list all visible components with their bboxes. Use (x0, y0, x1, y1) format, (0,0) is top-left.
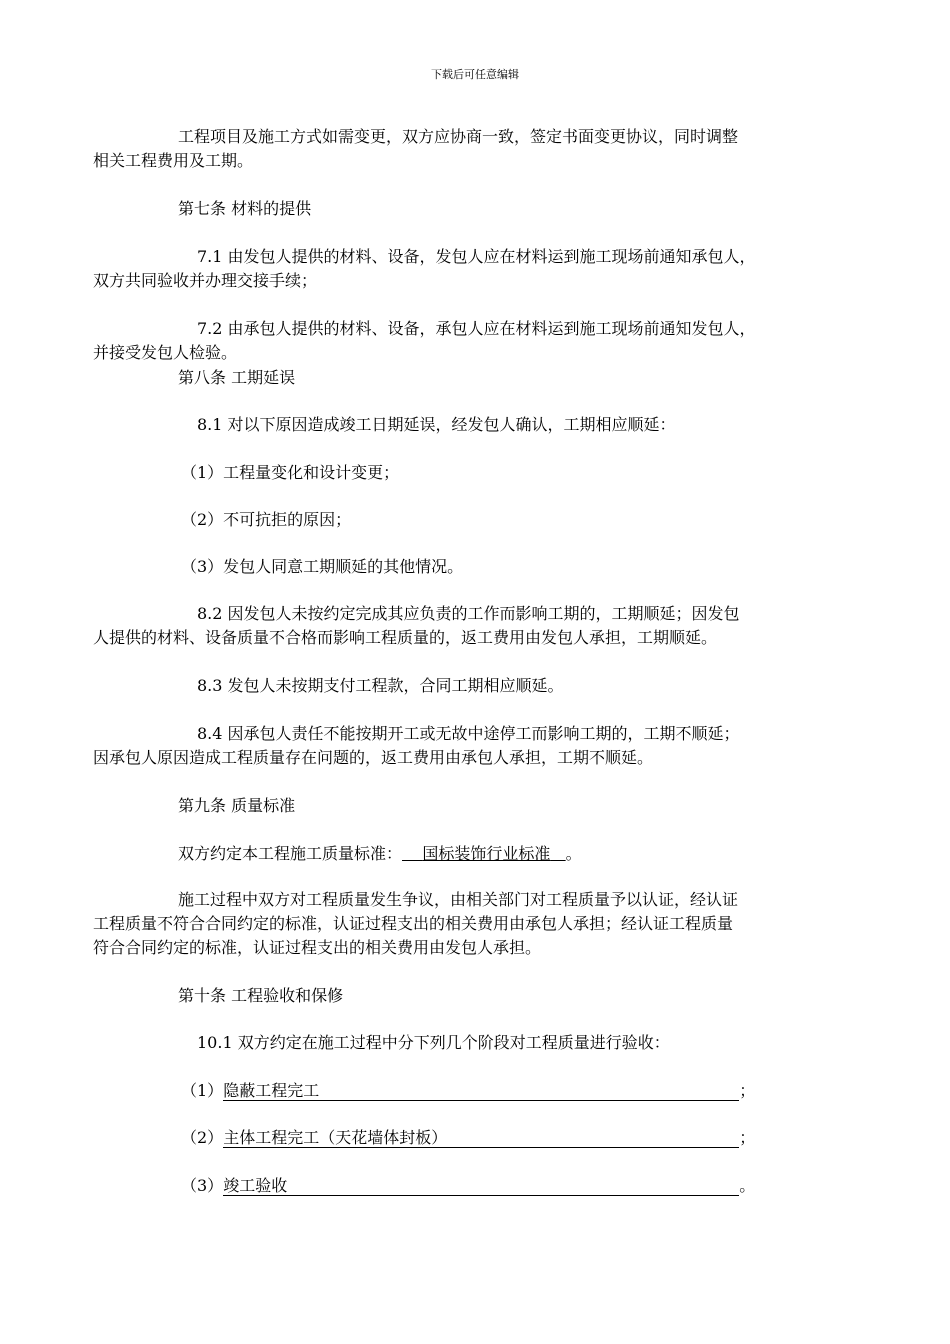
quality-standard-value: 国标装饰行业标准 (422, 844, 551, 863)
stage-3-line: （3）竣工验收 。 (181, 1176, 756, 1195)
article-7-title: 第七条 材料的提供 (178, 199, 312, 218)
clause-8-3: 8.3 发包人未按期支付工程款，合同工期相应顺延。 (197, 676, 564, 695)
clause-8-1-item-1: （1）工程量变化和设计变更； (181, 463, 400, 482)
clause-8-1: 8.1 对以下原因造成竣工日期延误，经发包人确认，工期相应顺延： (197, 415, 676, 434)
clause-8-2-line-1: 8.2 因发包人未按约定完成其应负责的工作而影响工期的，工期顺延；因发包 (197, 604, 740, 623)
quality-standard-label: 双方约定本工程施工质量标准： (178, 844, 403, 863)
clause-7-2-line-2: 并接受发包人检验。 (93, 343, 238, 362)
article-10-title: 第十条 工程验收和保修 (178, 986, 344, 1005)
clause-10-1: 10.1 双方约定在施工过程中分下列几个阶段对工程质量进行验收： (197, 1033, 670, 1052)
clause-8-4-line-2: 因承包人原因造成工程质量存在问题的，返工费用由承包人承担，工期不顺延。 (93, 748, 654, 767)
clause-8-2-line-2: 人提供的材料、设备质量不合格而影响工程质量的，返工费用由发包人承担，工期顺延。 (93, 628, 718, 647)
clause-8-4-line-1: 8.4 因承包人责任不能按期开工或无故中途停工而影响工期的，工期不顺延； (197, 724, 740, 743)
dispute-line-1: 施工过程中双方对工程质量发生争议，由相关部门对工程质量予以认证，经认证 (178, 890, 739, 909)
change-line-2: 相关工程费用及工期。 (93, 151, 254, 170)
clause-7-2-line-1: 7.2 由承包人提供的材料、设备，承包人应在材料运到施工现场前通知发包人， (197, 319, 756, 338)
dispute-line-2: 工程质量不符合合同约定的标准，认证过程支出的相关费用由承包人承担；经认证工程质量 (93, 914, 734, 933)
stage-2-field: 主体工程完工（天花墙体封板） (223, 1128, 739, 1148)
stage-1-field: 隐蔽工程完工 (223, 1081, 739, 1101)
article-9-title: 第九条 质量标准 (178, 796, 296, 815)
dispute-line-3: 符合合同约定的标准，认证过程支出的相关费用由发包人承担。 (93, 938, 542, 957)
page-header: 下载后可任意编辑 (431, 68, 519, 81)
quality-standard-line: 双方约定本工程施工质量标准： 国标装饰行业标准 。 (178, 844, 582, 863)
stage-3-field: 竣工验收 (223, 1176, 739, 1196)
stage-1-line: （1）隐蔽工程完工 ； (181, 1081, 756, 1100)
clause-8-1-item-3: （3）发包人同意工期顺延的其他情况。 (181, 557, 464, 576)
stage-2-line: （2）主体工程完工（天花墙体封板） ； (181, 1128, 756, 1147)
clause-7-1-line-2: 双方共同验收并办理交接手续； (93, 271, 318, 290)
article-8-title: 第八条 工期延误 (178, 368, 296, 387)
clause-8-1-item-2: （2）不可抗拒的原因； (181, 510, 352, 529)
clause-7-1-line-1: 7.1 由发包人提供的材料、设备，发包人应在材料运到施工现场前通知承包人， (197, 247, 756, 266)
change-line-1: 工程项目及施工方式如需变更，双方应协商一致，签定书面变更协议，同时调整 (178, 127, 739, 146)
